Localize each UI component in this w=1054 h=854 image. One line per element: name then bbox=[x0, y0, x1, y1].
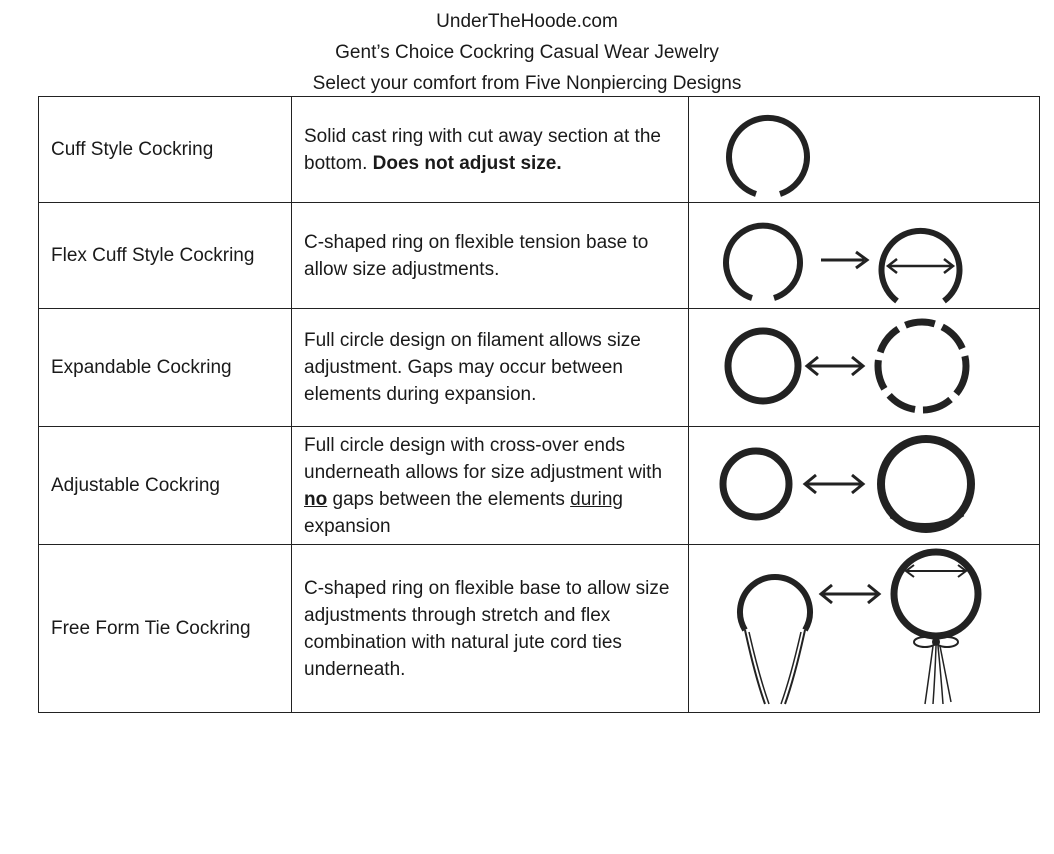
adjustable-ring-icon bbox=[701, 428, 1027, 544]
design-description: C-shaped ring on flexible base to allow size adjustments through stretch and flex combination with natural jute cord ties underneath. bbox=[292, 545, 689, 713]
tie-ring-icon bbox=[701, 546, 1027, 712]
design-illustration bbox=[689, 309, 1040, 427]
description-emphasis: no bbox=[304, 488, 328, 510]
document-subtitle: Select your comfort from Five Nonpiercing Designs bbox=[312, 73, 742, 94]
flex-cuff-ring-icon bbox=[701, 204, 1027, 308]
site-name: UnderTheHoode.com bbox=[436, 11, 618, 32]
expandable-ring-icon bbox=[701, 310, 1027, 426]
design-illustration bbox=[689, 427, 1040, 545]
table-row bbox=[39, 97, 1040, 203]
design-illustration bbox=[689, 545, 1040, 713]
design-illustration bbox=[689, 97, 1040, 203]
document-title: Gent’s Choice Cockring Casual Wear Jewelry bbox=[335, 42, 719, 63]
description-text: Full circle design with cross-over ends underneath allows for size adjustment with bbox=[304, 434, 663, 483]
description-text: expansion bbox=[304, 515, 391, 537]
design-name: Cuff Style Cockring bbox=[39, 97, 292, 203]
description-text: Solid cast ring with cut away section at the bottom. bbox=[304, 125, 661, 174]
cuff-ring-icon bbox=[701, 98, 1027, 202]
description-text: gaps between the elements bbox=[327, 488, 571, 510]
description-text: during bbox=[570, 488, 623, 510]
table-row bbox=[39, 309, 1040, 427]
design-description bbox=[292, 427, 689, 545]
design-illustration bbox=[689, 203, 1040, 309]
table-row bbox=[39, 545, 1040, 713]
table-row bbox=[39, 203, 1040, 309]
designs-table bbox=[38, 96, 1040, 713]
design-description bbox=[292, 97, 689, 203]
design-name: Expandable Cockring bbox=[39, 309, 292, 427]
design-description: C-shaped ring on flexible tension base to allow size adjustments. bbox=[292, 203, 689, 309]
design-description: Full circle design on filament allows size adjustment. Gaps may occur between elements during expansion. bbox=[292, 309, 689, 427]
document-header bbox=[0, 6, 1054, 99]
design-name: Flex Cuff Style Cockring bbox=[39, 203, 292, 309]
design-name: Adjustable Cockring bbox=[39, 427, 292, 545]
design-name: Free Form Tie Cockring bbox=[39, 545, 292, 713]
table-row bbox=[39, 427, 1040, 545]
description-bold: Does not adjust size. bbox=[372, 152, 562, 174]
